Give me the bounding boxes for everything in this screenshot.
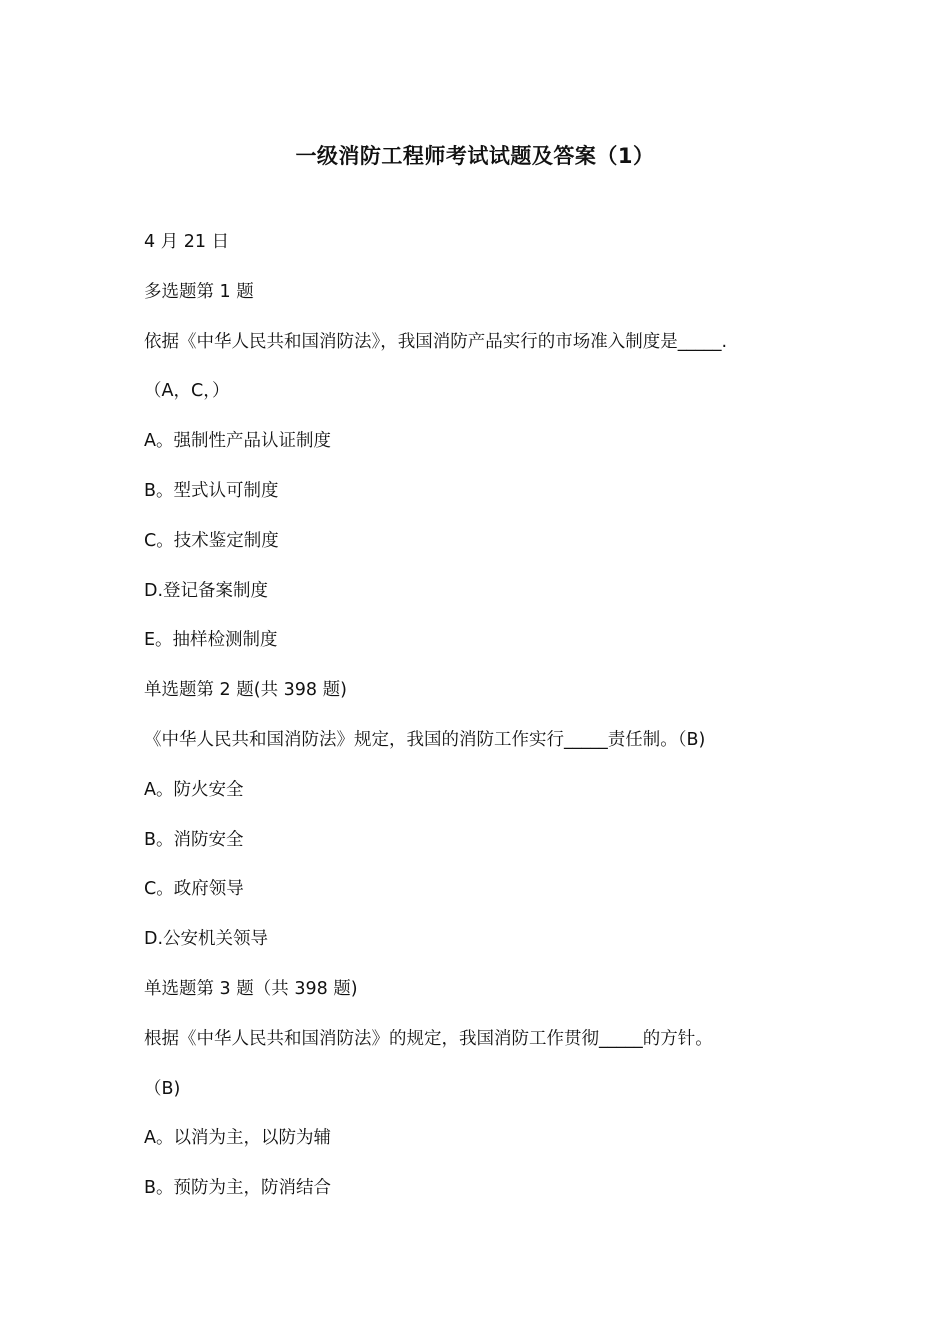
question-1-option-a: A。强制性产品认证制度 xyxy=(144,431,331,452)
question-1-option-b: B。型式认可制度 xyxy=(144,480,279,501)
question-1-option-c: C。技术鉴定制度 xyxy=(144,530,279,551)
question-2-option-b: B。消防安全 xyxy=(144,829,244,850)
date-line: 4 月 21 日 xyxy=(144,232,230,252)
document-body xyxy=(144,226,864,1222)
question-2-option-c: C。政府领导 xyxy=(144,879,244,900)
question-2-header: 单选题第 2 题(共 398 题) xyxy=(144,680,347,701)
question-2-option-a: A。防火安全 xyxy=(144,779,244,800)
question-3-option-a: A。以消为主，以防为辅 xyxy=(144,1128,331,1149)
question-1-answer: （A，C，） xyxy=(144,381,230,402)
question-1-option-e: E。抽样检测制度 xyxy=(144,630,278,651)
question-1-option-d: D.登记备案制度 xyxy=(144,580,269,601)
question-3-answer: （B) xyxy=(144,1078,181,1099)
question-2-option-d: D.公安机关领导 xyxy=(144,929,269,950)
question-3-option-b: B。预防为主，防消结合 xyxy=(144,1178,332,1199)
question-2-text: 《中华人民共和国消防法》规定，我国的消防工作实行_____责任制。（B) xyxy=(144,729,706,750)
question-1-text: 依据《中华人民共和国消防法》，我国消防产品实行的市场准入制度是_____. xyxy=(144,331,728,352)
question-1-header: 多选题第 1 题 xyxy=(144,281,254,302)
document-title: 一级消防工程师考试试题及答案（1） xyxy=(295,144,655,168)
question-3-text: 根据《中华人民共和国消防法》的规定，我国消防工作贯彻_____的方针。 xyxy=(144,1028,713,1049)
question-3-header: 单选题第 3 题（共 398 题) xyxy=(144,978,358,999)
